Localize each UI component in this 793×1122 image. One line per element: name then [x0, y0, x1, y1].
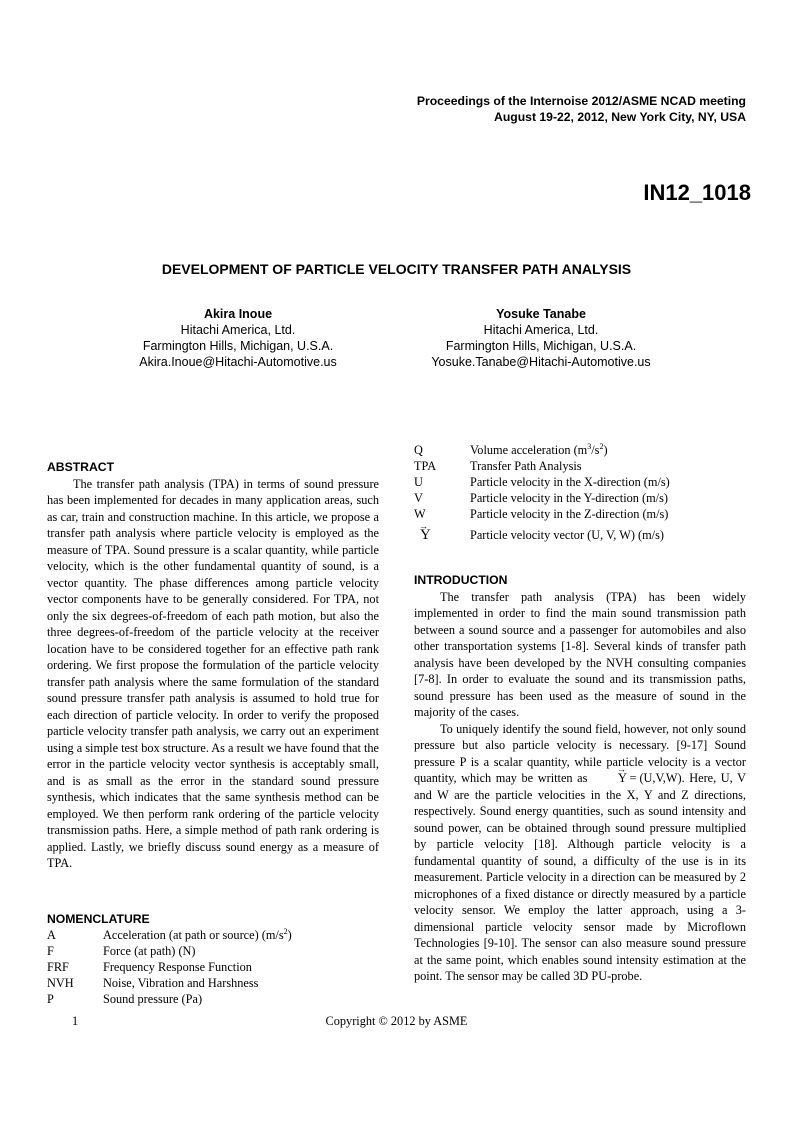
nomenclature-row [414, 474, 746, 490]
nomenclature-row [414, 506, 746, 522]
introduction-heading: INTRODUCTION [414, 573, 508, 587]
nomenclature-symbol: P [47, 992, 54, 1006]
nomenclature-definition: Transfer Path Analysis [470, 459, 582, 473]
author-location: Farmington Hills, Michigan, U.S.A. [445, 339, 637, 353]
nomenclature-list [47, 927, 379, 1007]
nomenclature-symbol: NVH [47, 976, 74, 990]
author-email: Akira.Inoue@Hitachi-Automotive.us [139, 355, 337, 369]
nomenclature-row [414, 442, 746, 458]
nomenclature-definition: Acceleration (at path or source) $(m/s^2)$ [103, 927, 292, 942]
nomenclature-definition: Noise, Vibration and Harshness [103, 976, 259, 990]
nomenclature-row [414, 522, 746, 548]
nomenclature-list-continued [414, 442, 746, 548]
nomenclature-symbol: TPA [414, 459, 437, 473]
paper-id: IN12_1018 [643, 180, 751, 205]
nomenclature-symbol: Q [414, 443, 423, 457]
nomenclature-symbol: A [47, 928, 56, 942]
nomenclature-definition: Force (at path) (N) [103, 944, 196, 958]
nomenclature-symbol: W [414, 507, 426, 521]
nomenclature-definition: Particle velocity in the Y-direction (m/s) [470, 491, 668, 505]
nomenclature-definition: Volume acceleration $(m^3/s^2)$ [470, 442, 608, 457]
nomenclature-row [47, 959, 379, 975]
author-location: Farmington Hills, Michigan, U.S.A. [142, 339, 334, 353]
nomenclature-symbol: FRF [47, 960, 69, 974]
author-affiliation: Hitachi America, Ltd. [483, 323, 599, 337]
nomenclature-symbol: U [414, 475, 423, 489]
author-email: Yosuke.Tanabe@Hitachi-Automotive.us [431, 355, 651, 369]
conference-line-1: Proceedings of the Internoise 2012/ASME NCAD meeting [416, 94, 746, 108]
conference-header [417, 93, 746, 125]
left-column [47, 459, 379, 1007]
nomenclature-row [47, 975, 379, 991]
nomenclature-row [414, 458, 746, 474]
nomenclature-row [414, 490, 746, 506]
introduction-paragraph-2: To uniquely identify the sound field, however, not only sound pressure but also particle velocity is necessary. [9-17] Sound pressure P is a scalar quantity, while particle velocity is a vector quantity, which may be written as → Υ = (U,V,W). Here, U, V and W are the particle velocities in the X, Y and Z directions, respectively. Sound energy quantities, such as sound intensity and sound power, can be obtained through sound pressure multiplied by particle velocity [18]. Although particle velocity is a fundamental quantity of sound, a difficulty of the use is in its measurement. Particle velocity in a direction can be measured by 2 microphones of a fixed distance or directly measured by a particle velocity sensor. We employ the latter approach, using a 3-dimensional particle velocity sensor made by Microflown Technologies [9-10]. The sensor can also measure sound pressure at the same point, which enables sound intensity estimation at the point. The sensor may be called 3D PU-probe. [414, 721, 746, 985]
nomenclature-definition: Particle velocity in the Z-direction (m/s) [470, 507, 669, 521]
nomenclature-symbol: V [414, 491, 423, 505]
conference-line-2: August 19-22, 2012, New York City, NY, USA [494, 110, 746, 124]
abstract-text: The transfer path analysis (TPA) in terms of sound pressure has been implemented for decades in many application areas, such as car, train and construction machine. In this article, we propose a transfer path analysis where particle velocity is employed as the measure of TPA. Sound pressure is a scalar quantity, while particle velocity, which is the other fundamental quantity of sound, is a vector quantity. The phase differences among particle velocity vector components have to be generally considered. For TPA, not only the six degrees-of-freedom of each path motion, but also the three degrees-of-freedom of the particle velocity at the receiver location have to be considered together for an effective path rank ordering. We first propose the formulation of the particle velocity transfer path analysis where the same formulation of the standard sound pressure transfer path analysis is assumed to hold true for each direction of particle velocity. In order to verify the proposed particle velocity transfer path analysis, we carry out an experiment using a simple test box structure. As a result we have found that the error in the particle velocity vector synthesis is acceptably small, and is as small as the error in the standard sound pressure synthesis, which indicates that the same synthesis method can be employed. We then perform rank ordering of the particle velocity transmission paths. Here, a simple method of path rank ordering is applied. Lastly, we briefly discuss sound energy as a measure of TPA. [47, 476, 379, 870]
nomenclature-symbol: F [47, 944, 54, 958]
nomenclature-definition: Particle velocity in the X-direction (m/s) [470, 475, 670, 489]
vector-equation: → Υ = (U,V,W) [592, 771, 682, 785]
nomenclature-heading: NOMENCLATURE [47, 911, 150, 926]
nomenclature-definition: Frequency Response Function [103, 960, 252, 974]
right-column [414, 442, 746, 985]
author-affiliation: Hitachi America, Ltd. [180, 323, 296, 337]
nomenclature-row [47, 991, 379, 1007]
author-block-2 [420, 306, 662, 370]
author-name: Akira Inoue [203, 307, 273, 321]
nomenclature-definition: Particle velocity vector (U, V, W) (m/s) [470, 527, 664, 542]
introduction-paragraph-1: The transfer path analysis (TPA) has been widely implemented in order to find the main sound transmission path between a sound source and a passenger for automobiles and also other transportation systems [1-8]. Several kinds of transfer path analysis have been developed by the NVH consulting companies [7-8]. In order to evaluate the sound and its transmission paths, sound pressure has been used as the measure of sound in the majority of the cases. [414, 589, 746, 719]
nomenclature-row [47, 927, 379, 943]
paper-title: DEVELOPMENT OF PARTICLE VELOCITY TRANSFER PATH ANALYSIS [161, 261, 632, 277]
nomenclature-definition: Sound pressure (Pa) [103, 992, 203, 1006]
author-name: Yosuke Tanabe [496, 307, 586, 321]
nomenclature-symbol: → Υ [414, 527, 470, 544]
nomenclature-row [47, 943, 379, 959]
abstract-heading: ABSTRACT [47, 460, 115, 474]
author-block-1 [118, 306, 358, 370]
page-number: 1 [72, 1014, 79, 1028]
copyright-notice: Copyright © 2012 by ASME [325, 1014, 468, 1028]
